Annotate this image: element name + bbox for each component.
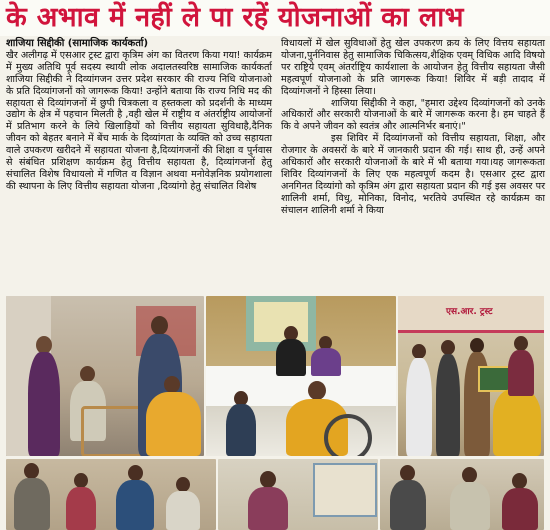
byline: शाजिया सिद्दीकी (सामाजिक कार्यकर्ता)	[6, 38, 149, 49]
event-photo-1	[6, 296, 204, 456]
right-article-column	[281, 38, 545, 217]
right-paragraph-2: शाजिया सिद्दीकी ने कहा, "हमारा उद्देश्य दिव्यांगजनों को उनके अधिकारों और सरकारी योजनाओं के बारे में जागरूक करना है। हम चाहते हैं कि वे अपने जीवन को स्वतंत्र और आत्मनिर्भर बनाएं।"	[281, 97, 545, 133]
trust-banner: एस.आर. ट्रस्ट	[446, 307, 493, 317]
event-photo-4	[6, 459, 216, 530]
photo-row-bottom	[6, 459, 544, 530]
event-photo-2	[206, 296, 396, 456]
left-body-text: खैर अलीगढ़ में एसआर ट्रस्ट द्वारा कृत्रिम अंग का वितरण किया गया! कार्यक्रम में मुख्य अतिथि पूर्व सदस्य स्थायी लोक अदालतस्वरिष्ठ सामाजिक कार्यकर्ता शाजिया सिद्दीकी ने दिव्यांगजन उत्तर प्रदेश सरकार की राज्य निधि योजनाओ के प्रति दिव्यांगजनों को जागरूक किया! उन्होंने बताया कि राज्य निधि मद की सहायता से दिव्यांगजनों में छुपी चित्रकला व हस्तकला को प्रदर्शनी के माध्यम उद्योग के क्षेत्र में पहचान मिलती है ,वही खेल में राष्ट्रीय व अंतर्राष्ट्रीय आयोजनों में प्रतिभाग करने के लिये खिलाड़ियों को वित्तीय सहायता सुविधाहै,दैनिक जीवन को बेहतर बनाने में बेंच मार्क के दिव्यांगता के व्यक्ति को उच्च सहायता वाले उपकरण खरीदने में सहायता योजना है,दिव्यांगजनों की शिक्षा व पुर्नवास से संबंधित प्रशिक्षण कार्यक्रम हेतु वित्तीय सहायता है, दिव्यांगजनों हेतु संचालित विशेष विधायलो में गणित व विज्ञान अथवा मनोवेज्ञनिक प्रयोगशाला की स्थापना के लिए वित्तीय सहायता योजना ,दिव्यांगो हेतु संचालित विशेष	[6, 49, 272, 192]
photo-row-top	[6, 296, 544, 456]
left-article-column	[6, 38, 272, 193]
right-paragraph-1: विधायलों में खेल सुविधाओं हेतु खेल उपकरण क्रय के लिए वित्तय सहायता योजना,पुर्ननिवास हेतु सामाजिक चिकित्सय,शैक्षिक एवम् विधिक आदि विषयो पर राष्ट्रिये एवम् अंतर्राष्ट्रिय कार्यशाला के आयोजन हेतु वित्तीय सहायता जैसी महत्वपूर्ण योजनाओ के प्रति जागरूक किया! शिविर में बड़ी तादाद में दिव्यांगजनों ने हिस्सा लिया।	[281, 38, 545, 97]
right-paragraph-3: इस शिविर में दिव्यांगजनों को वित्तीय सहायता, शिक्षा, और रोजगार के अवसरों के बारे में जानकारी प्रदान की गई। साथ ही, उन्हें अपने अधिकारों और सरकारी योजनाओं के बारे में भी बताया गया।यह जागरूकता शिविर दिव्यांगजनों के लिए एक महत्वपूर्ण कदम है। एसआर ट्रस्ट द्वारा अनगिनत दिव्यांगो को कृत्रिम अंग द्वारा सहायता प्रदान की गई इस अवसर पर शालिनी शर्मा, विधु, मोनिका, विनोद, भरतिये उपस्थित रहे कार्यक्रम का संचालन शालिनी शर्मा ने किया	[281, 133, 545, 216]
headline: के अभाव में नहीं ले पा रहें योजनाओं का लाभ	[0, 0, 550, 36]
event-photo-5	[218, 459, 378, 530]
event-photo-6	[380, 459, 544, 530]
event-photo-3	[398, 296, 544, 456]
